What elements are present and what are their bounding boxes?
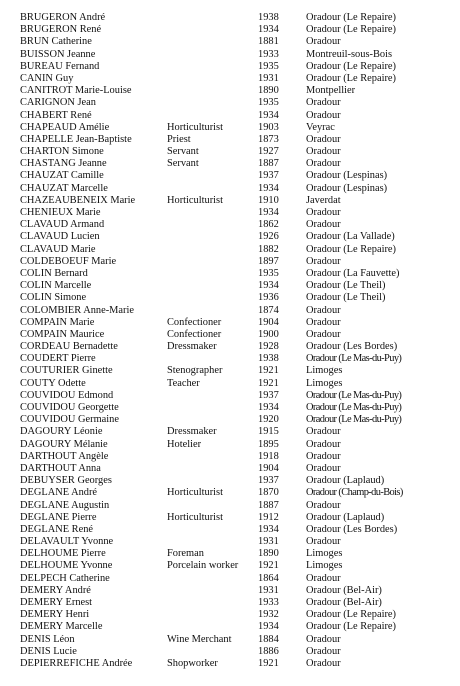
person-name: DARTHOUT Angèle bbox=[20, 450, 109, 462]
list-item bbox=[0, 305, 460, 317]
birth-year: 1931 bbox=[258, 72, 279, 84]
residence-place: Oradour (Le Theil) bbox=[306, 292, 386, 304]
residence-place: Oradour (Les Bordes) bbox=[306, 523, 398, 535]
residence-place: Oradour bbox=[306, 109, 341, 121]
residence-place: Oradour (Laplaud) bbox=[306, 475, 385, 487]
list-item bbox=[0, 183, 460, 195]
person-occupation: Horticulturist bbox=[167, 121, 223, 133]
residence-place: Oradour (Le Mas-du-Puy) bbox=[306, 402, 402, 413]
person-name: COUVIDOU Edmond bbox=[20, 389, 114, 401]
residence-place: Oradour (Lespinas) bbox=[306, 182, 388, 194]
list-item bbox=[0, 378, 460, 390]
list-item bbox=[0, 609, 460, 621]
birth-year: 1931 bbox=[258, 584, 279, 596]
list-item bbox=[0, 548, 460, 560]
person-occupation: Wine Merchant bbox=[167, 633, 232, 645]
person-occupation: Priest bbox=[167, 133, 191, 145]
person-name: BRUN Catherine bbox=[20, 36, 92, 48]
residence-place: Oradour (Le Mas-du-Puy) bbox=[306, 414, 402, 426]
person-name: COUTY Odette bbox=[20, 377, 86, 389]
list-item bbox=[0, 573, 460, 585]
person-name: COLIN Simone bbox=[20, 292, 87, 304]
residence-place: Oradour bbox=[306, 146, 341, 158]
residence-place: Oradour bbox=[306, 304, 341, 316]
person-name: BUISSON Jeanne bbox=[20, 48, 96, 60]
person-occupation: Servant bbox=[167, 158, 199, 170]
residence-place: Oradour (Bel-Air) bbox=[306, 597, 382, 608]
list-item bbox=[0, 49, 460, 61]
birth-year: 1874 bbox=[258, 304, 279, 316]
residence-place: Oradour bbox=[306, 207, 341, 218]
residence-place: Oradour (Champ-du-Bois) bbox=[306, 487, 403, 499]
birth-year: 1895 bbox=[258, 438, 279, 450]
person-name: DEPIERREFICHE Andrée bbox=[20, 657, 133, 669]
person-name: DEMERY Marcelle bbox=[20, 621, 103, 633]
birth-year: 1920 bbox=[258, 414, 279, 426]
residence-place: Oradour bbox=[306, 438, 341, 450]
person-occupation: Teacher bbox=[167, 377, 200, 389]
person-name: CHAZEAUBENEIX Marie bbox=[20, 194, 136, 206]
birth-year: 1921 bbox=[258, 560, 279, 572]
list-item bbox=[0, 146, 460, 158]
birth-year: 1910 bbox=[258, 194, 279, 206]
list-item bbox=[0, 195, 460, 207]
birth-year: 1897 bbox=[258, 255, 279, 267]
birth-year: 1912 bbox=[258, 511, 279, 523]
list-item bbox=[0, 621, 460, 633]
person-name: DEGLANE Pierre bbox=[20, 511, 97, 523]
residence-place: Montpellier bbox=[306, 85, 356, 97]
birth-year: 1935 bbox=[258, 267, 279, 279]
list-item bbox=[0, 170, 460, 182]
residence-place: Limoges bbox=[306, 548, 343, 560]
person-name: CHAUZAT Marcelle bbox=[20, 182, 108, 194]
birth-year: 1900 bbox=[258, 328, 279, 340]
person-occupation: Dressmaker bbox=[167, 341, 217, 353]
list-item bbox=[0, 353, 460, 365]
birth-year: 1934 bbox=[258, 24, 279, 36]
birth-year: 1882 bbox=[258, 243, 279, 255]
person-name: CANITROT Marie-Louise bbox=[20, 85, 132, 97]
residence-place: Oradour bbox=[306, 536, 341, 548]
residence-place: Montreuil-sous-Bois bbox=[306, 48, 393, 60]
residence-place: Oradour (Le Repaire) bbox=[306, 60, 397, 72]
birth-year: 1921 bbox=[258, 377, 279, 389]
birth-year: 1933 bbox=[258, 48, 279, 60]
person-name: CLAVAUD Marie bbox=[20, 243, 96, 255]
list-item bbox=[0, 24, 460, 36]
list-item bbox=[0, 341, 460, 353]
person-name: DEGLANE André bbox=[20, 487, 98, 499]
birth-year: 1934 bbox=[258, 621, 279, 633]
list-item bbox=[0, 646, 460, 658]
person-name: CHAPELLE Jean-Baptiste bbox=[20, 133, 132, 145]
birth-year: 1904 bbox=[258, 462, 279, 474]
person-occupation: Foreman bbox=[167, 548, 204, 560]
birth-year: 1931 bbox=[258, 536, 279, 548]
person-name: COUVIDOU Georgette bbox=[20, 402, 119, 413]
list-item bbox=[0, 487, 460, 499]
birth-year: 1862 bbox=[258, 219, 279, 231]
residence-place: Oradour bbox=[306, 158, 341, 170]
list-item bbox=[0, 12, 460, 24]
person-name: DENIS Lucie bbox=[20, 645, 77, 657]
birth-year: 1938 bbox=[258, 353, 279, 365]
person-name: DEMERY Henri bbox=[20, 609, 90, 621]
birth-year: 1926 bbox=[258, 231, 279, 243]
residence-place: Oradour (Les Bordes) bbox=[306, 341, 398, 353]
person-name: CANIN Guy bbox=[20, 72, 74, 84]
person-name: BUREAU Fernand bbox=[20, 60, 100, 72]
person-occupation: Horticulturist bbox=[167, 487, 223, 499]
person-name: COMPAIN Maurice bbox=[20, 328, 105, 340]
residence-place: Oradour (Le Repaire) bbox=[306, 24, 397, 36]
list-item bbox=[0, 244, 460, 256]
person-name: DAGOURY Léonie bbox=[20, 426, 103, 438]
birth-year: 1936 bbox=[258, 292, 279, 304]
list-item bbox=[0, 597, 460, 609]
birth-year: 1884 bbox=[258, 633, 279, 645]
list-item bbox=[0, 207, 460, 219]
birth-year: 1873 bbox=[258, 133, 279, 145]
list-item bbox=[0, 512, 460, 524]
person-occupation: Confectioner bbox=[167, 328, 222, 340]
residence-place: Oradour (Le Repaire) bbox=[306, 243, 397, 255]
person-name: BRUGERON André bbox=[20, 12, 106, 23]
birth-year: 1934 bbox=[258, 402, 279, 413]
residence-place: Oradour bbox=[306, 450, 341, 462]
list-item bbox=[0, 61, 460, 73]
person-name: CHENIEUX Marie bbox=[20, 207, 101, 218]
residence-place: Oradour (Laplaud) bbox=[306, 511, 385, 523]
person-occupation: Confectioner bbox=[167, 316, 222, 328]
residence-place: Oradour bbox=[306, 328, 341, 340]
birth-year: 1938 bbox=[258, 12, 279, 23]
person-name: DENIS Léon bbox=[20, 633, 75, 645]
list-item bbox=[0, 134, 460, 146]
residence-place: Oradour bbox=[306, 462, 341, 474]
person-occupation: Horticulturist bbox=[167, 194, 223, 206]
list-item bbox=[0, 414, 460, 426]
person-name: CLAVAUD Lucien bbox=[20, 231, 100, 243]
list-item bbox=[0, 73, 460, 85]
list-item bbox=[0, 439, 460, 451]
list-item bbox=[0, 219, 460, 231]
person-name: DEMERY André bbox=[20, 584, 91, 596]
residence-place: Oradour bbox=[306, 645, 341, 657]
person-name: COUVIDOU Germaine bbox=[20, 414, 119, 426]
residence-place: Oradour (Bel-Air) bbox=[306, 584, 382, 596]
birth-year: 1928 bbox=[258, 341, 279, 353]
list-item bbox=[0, 292, 460, 304]
person-name: COLIN Bernard bbox=[20, 267, 88, 279]
list-item bbox=[0, 280, 460, 292]
list-item bbox=[0, 451, 460, 463]
list-item bbox=[0, 475, 460, 487]
list-item bbox=[0, 268, 460, 280]
birth-year: 1935 bbox=[258, 97, 279, 109]
victims-list bbox=[0, 12, 460, 670]
person-occupation: Servant bbox=[167, 146, 199, 158]
birth-year: 1870 bbox=[258, 487, 279, 499]
person-name: CLAVAUD Armand bbox=[20, 219, 105, 231]
list-item bbox=[0, 36, 460, 48]
list-item bbox=[0, 317, 460, 329]
person-occupation: Hotelier bbox=[167, 438, 202, 450]
birth-year: 1886 bbox=[258, 645, 279, 657]
residence-place: Oradour bbox=[306, 133, 341, 145]
list-item bbox=[0, 463, 460, 475]
birth-year: 1934 bbox=[258, 109, 279, 121]
birth-year: 1921 bbox=[258, 365, 279, 377]
person-name: DELHOUME Yvonne bbox=[20, 560, 113, 572]
list-item bbox=[0, 122, 460, 134]
list-item bbox=[0, 426, 460, 438]
person-name: CHARTON Simone bbox=[20, 146, 104, 158]
person-occupation: Shopworker bbox=[167, 657, 218, 669]
person-name: CHASTANG Jeanne bbox=[20, 158, 107, 170]
person-name: DEGLANE René bbox=[20, 523, 94, 535]
list-item bbox=[0, 390, 460, 402]
residence-place: Oradour bbox=[306, 97, 341, 109]
list-item bbox=[0, 560, 460, 572]
list-item bbox=[0, 524, 460, 536]
list-item bbox=[0, 256, 460, 268]
residence-place: Limoges bbox=[306, 377, 343, 389]
person-name: DEMERY Ernest bbox=[20, 597, 93, 608]
residence-place: Oradour (Le Repaire) bbox=[306, 12, 397, 23]
birth-year: 1934 bbox=[258, 182, 279, 194]
residence-place: Limoges bbox=[306, 560, 343, 572]
birth-year: 1933 bbox=[258, 597, 279, 608]
person-name: COLOMBIER Anne-Marie bbox=[20, 304, 134, 316]
list-item bbox=[0, 402, 460, 414]
residence-place: Oradour bbox=[306, 633, 341, 645]
residence-place: Oradour bbox=[306, 255, 341, 267]
list-item bbox=[0, 658, 460, 670]
birth-year: 1935 bbox=[258, 60, 279, 72]
person-name: COUDERT Pierre bbox=[20, 353, 96, 365]
residence-place: Oradour (La Fauvette) bbox=[306, 267, 400, 279]
person-name: DEGLANE Augustin bbox=[20, 499, 110, 511]
birth-year: 1881 bbox=[258, 36, 279, 48]
person-name: DELHOUME Pierre bbox=[20, 548, 106, 560]
residence-place: Oradour (Le Repaire) bbox=[306, 621, 397, 633]
birth-year: 1904 bbox=[258, 316, 279, 328]
person-occupation: Dressmaker bbox=[167, 426, 217, 438]
birth-year: 1887 bbox=[258, 158, 279, 170]
list-item bbox=[0, 536, 460, 548]
list-item bbox=[0, 329, 460, 341]
list-item bbox=[0, 634, 460, 646]
birth-year: 1864 bbox=[258, 572, 279, 584]
birth-year: 1915 bbox=[258, 426, 279, 438]
person-name: DAGOURY Mélanie bbox=[20, 438, 108, 450]
list-item bbox=[0, 85, 460, 97]
list-item bbox=[0, 97, 460, 109]
person-name: CARIGNON Jean bbox=[20, 97, 96, 109]
person-name: DELPECH Catherine bbox=[20, 572, 110, 584]
birth-year: 1937 bbox=[258, 389, 279, 401]
person-name: COMPAIN Marie bbox=[20, 316, 95, 328]
residence-place: Oradour (Le Repaire) bbox=[306, 609, 397, 621]
person-name: DARTHOUT Anna bbox=[20, 462, 101, 474]
person-occupation: Horticulturist bbox=[167, 511, 223, 523]
birth-year: 1918 bbox=[258, 450, 279, 462]
person-name: BRUGERON René bbox=[20, 24, 102, 36]
residence-place: Oradour bbox=[306, 499, 341, 511]
list-item bbox=[0, 110, 460, 122]
residence-place: Limoges bbox=[306, 365, 343, 377]
birth-year: 1887 bbox=[258, 499, 279, 511]
residence-place: Oradour (La Vallade) bbox=[306, 231, 395, 243]
residence-place: Veyrac bbox=[306, 121, 335, 133]
birth-year: 1932 bbox=[258, 609, 279, 621]
list-item bbox=[0, 158, 460, 170]
list-item bbox=[0, 585, 460, 597]
residence-place: Oradour (Lespinas) bbox=[306, 170, 388, 182]
residence-place: Oradour bbox=[306, 572, 341, 584]
birth-year: 1921 bbox=[258, 657, 279, 669]
residence-place: Oradour bbox=[306, 36, 341, 48]
residence-place: Javerdat bbox=[306, 194, 341, 206]
residence-place: Oradour (Le Theil) bbox=[306, 280, 386, 292]
list-item bbox=[0, 500, 460, 512]
residence-place: Oradour (Le Mas-du-Puy) bbox=[306, 353, 402, 365]
birth-year: 1927 bbox=[258, 146, 279, 158]
person-name: DEBUYSER Georges bbox=[20, 475, 112, 487]
person-name: COLIN Marcelle bbox=[20, 280, 92, 292]
birth-year: 1934 bbox=[258, 280, 279, 292]
birth-year: 1934 bbox=[258, 207, 279, 218]
residence-place: Oradour bbox=[306, 657, 341, 669]
birth-year: 1934 bbox=[258, 523, 279, 535]
list-item bbox=[0, 231, 460, 243]
person-name: CHAPEAUD Amélie bbox=[20, 121, 110, 133]
person-occupation: Stenographer bbox=[167, 365, 223, 377]
residence-place: Oradour (Le Repaire) bbox=[306, 72, 397, 84]
residence-place: Oradour bbox=[306, 426, 341, 438]
person-name: CHAUZAT Camille bbox=[20, 170, 104, 182]
person-name: DELAVAULT Yvonne bbox=[20, 536, 114, 548]
birth-year: 1890 bbox=[258, 85, 279, 97]
residence-place: Oradour bbox=[306, 219, 341, 231]
person-name: CHABERT René bbox=[20, 109, 92, 121]
birth-year: 1937 bbox=[258, 170, 279, 182]
person-occupation: Porcelain worker bbox=[167, 560, 239, 572]
residence-place: Oradour bbox=[306, 316, 341, 328]
person-name: CORDEAU Bernadette bbox=[20, 341, 118, 353]
residence-place: Oradour (Le Mas-du-Puy) bbox=[306, 389, 402, 401]
person-name: COUTURIER Ginette bbox=[20, 365, 113, 377]
person-name: COLDEBOEUF Marie bbox=[20, 255, 117, 267]
birth-year: 1937 bbox=[258, 475, 279, 487]
birth-year: 1890 bbox=[258, 548, 279, 560]
list-item bbox=[0, 365, 460, 377]
birth-year: 1903 bbox=[258, 121, 279, 133]
